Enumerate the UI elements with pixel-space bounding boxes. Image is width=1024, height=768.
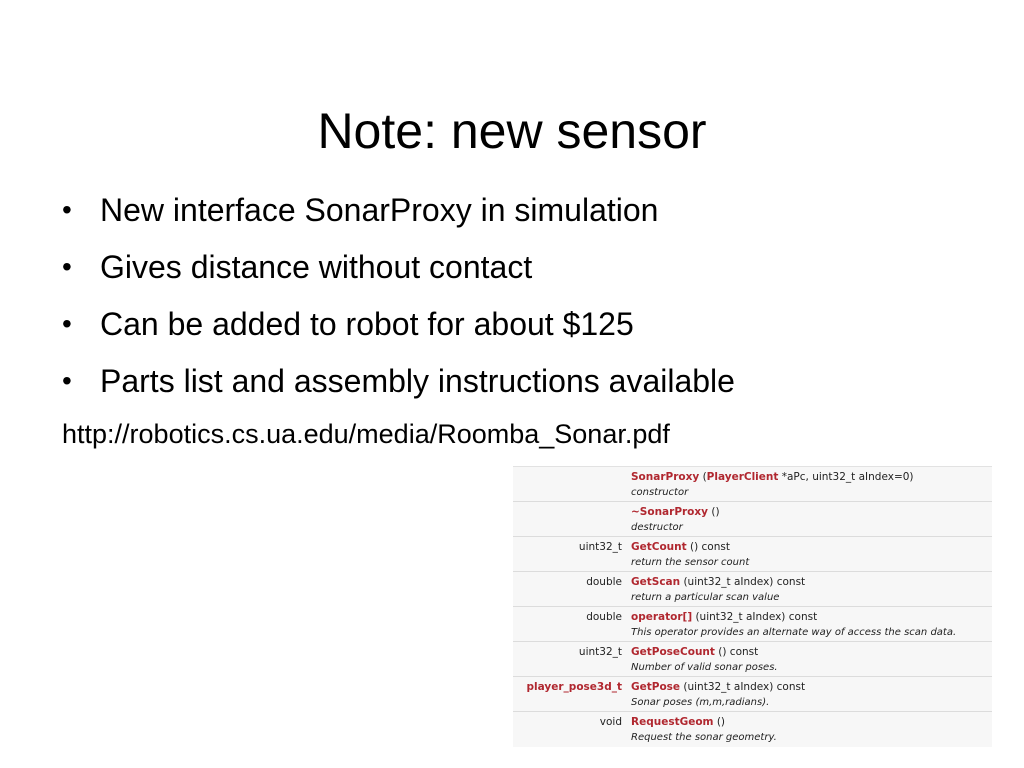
api-method-link[interactable]: RequestGeom	[631, 716, 714, 728]
api-signature	[630, 610, 992, 641]
api-description: Number of valid sonar poses.	[631, 662, 778, 673]
bullet-item	[60, 245, 735, 289]
api-param-link[interactable]: PlayerClient	[706, 471, 779, 483]
bullet-icon: •	[62, 365, 72, 396]
api-method-link[interactable]: SonarProxy	[631, 471, 700, 483]
api-signature	[630, 540, 992, 571]
api-return-type-link[interactable]: player_pose3d_t	[526, 681, 622, 693]
api-signature-params: () const	[714, 646, 759, 658]
api-signature-open: (	[699, 471, 707, 483]
api-row-getposecount	[513, 642, 992, 677]
api-row-constructor	[513, 467, 992, 502]
bullet-item	[60, 188, 735, 232]
api-signature	[630, 715, 992, 747]
api-return-type	[513, 470, 630, 501]
api-return-type: uint32_t	[578, 646, 622, 658]
bullet-item	[60, 359, 735, 403]
api-description: This operator provides an alternate way of access the scan data.	[631, 627, 957, 638]
api-signature-params: (uint32_t aIndex) const	[680, 576, 806, 588]
bullet-icon: •	[62, 251, 72, 282]
api-signature-params: (uint32_t aIndex) const	[680, 681, 806, 693]
api-signature-params: ()	[708, 506, 720, 518]
api-description: Request the sonar geometry.	[631, 732, 777, 743]
bullet-text: Can be added to robot for about $125	[100, 306, 634, 342]
api-signature-params: ()	[713, 716, 726, 728]
api-method-link[interactable]: GetCount	[631, 541, 687, 553]
api-signature	[630, 680, 992, 711]
api-description: Sonar poses (m,m,radians).	[631, 697, 770, 708]
api-method-link[interactable]: GetPoseCount	[631, 646, 715, 658]
api-return-type: uint32_t	[578, 541, 622, 553]
api-method-link[interactable]: ~SonarProxy	[631, 506, 709, 518]
api-row-getscan	[513, 572, 992, 607]
bullet-text: Parts list and assembly instructions available	[100, 363, 735, 399]
api-description: return the sensor count	[631, 557, 750, 568]
bullet-icon: •	[62, 194, 72, 225]
bullet-icon: •	[62, 308, 72, 339]
api-row-destructor	[513, 502, 992, 537]
api-method-link[interactable]: operator[]	[631, 611, 693, 623]
api-signature	[630, 470, 992, 501]
api-return-type: void	[599, 716, 622, 728]
api-row-getpose	[513, 677, 992, 712]
bullet-list	[60, 188, 735, 416]
api-method-link[interactable]: GetPose	[631, 681, 681, 693]
bullet-item	[60, 302, 735, 346]
api-signature-params: *aPc, uint32_t aIndex=0)	[778, 471, 914, 483]
api-signature	[630, 575, 992, 606]
api-return-type: double	[586, 576, 622, 588]
api-signature-params: (uint32_t aIndex) const	[692, 611, 818, 623]
reference-url[interactable]: http://robotics.cs.ua.edu/media/Roomba_Sonar.pdf	[62, 419, 670, 449]
api-description: destructor	[631, 522, 683, 533]
api-row-requestgeom	[513, 712, 992, 747]
api-description: constructor	[631, 487, 689, 498]
slide-title: Note: new sensor	[317, 102, 707, 159]
api-description: return a particular scan value	[631, 592, 780, 603]
bullet-text: New interface SonarProxy in simulation	[100, 192, 659, 228]
bullet-text: Gives distance without contact	[100, 249, 533, 285]
api-signature-params: () const	[686, 541, 730, 553]
api-return-type: double	[586, 611, 622, 623]
sonarproxy-api-table	[513, 466, 992, 747]
api-row-getcount	[513, 537, 992, 572]
api-method-link[interactable]: GetScan	[631, 576, 681, 588]
api-signature	[630, 505, 992, 536]
api-row-operator-index	[513, 607, 992, 642]
api-signature	[630, 645, 992, 676]
api-return-type	[513, 505, 630, 536]
